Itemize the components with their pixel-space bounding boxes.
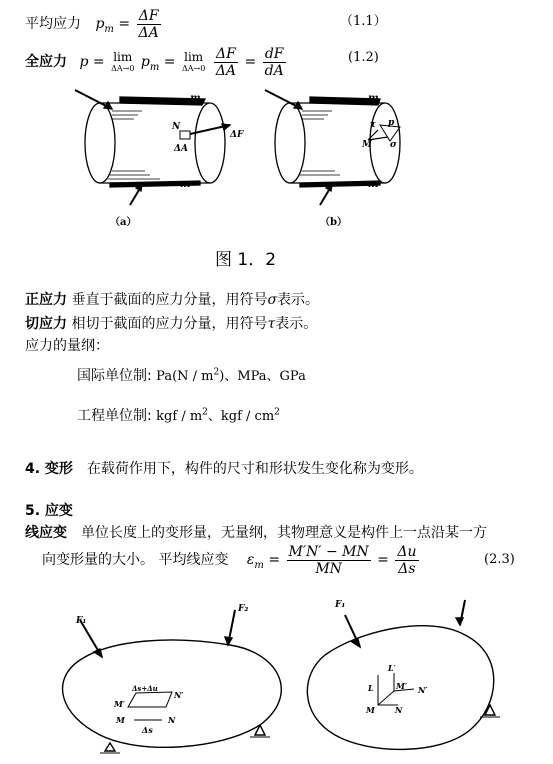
right-N: N bbox=[395, 705, 403, 715]
symbol-pm: $p_m$ bbox=[140, 54, 160, 73]
equals-sign: = bbox=[92, 54, 110, 70]
b-label-M: M bbox=[362, 140, 372, 150]
normal-stress-def-end: 表示。 bbox=[277, 292, 320, 308]
deformation-line bbox=[25, 458, 423, 478]
figure-1-2 bbox=[50, 85, 410, 235]
normal-stress-def: 垂直于截面的应力分量，用符号 bbox=[67, 292, 268, 308]
fraction: $\frac{dF}{dA}$ bbox=[264, 45, 284, 79]
eng-units bbox=[77, 405, 280, 425]
b-label-p: p bbox=[388, 118, 395, 128]
equals-sign: = bbox=[163, 54, 180, 70]
symbol-p: p bbox=[79, 54, 89, 70]
linear-strain-def-cont: 向变形量的大小。 平均线应变 bbox=[42, 552, 229, 568]
a-label-dF: ΔF bbox=[230, 130, 244, 140]
right-L-prime: L′ bbox=[388, 663, 396, 673]
cylinder-b bbox=[265, 90, 400, 205]
eq-1-1-lhs: $p_m$ bbox=[95, 16, 114, 35]
strain-figure bbox=[50, 595, 530, 760]
limit: lim ΔA→0 bbox=[181, 50, 206, 73]
left-seg-top: Δs+Δu bbox=[132, 684, 158, 693]
a-label-N: N bbox=[172, 122, 181, 132]
left-F1: F₁ bbox=[76, 616, 87, 626]
shear-stress-line bbox=[25, 313, 317, 333]
fraction: $\frac{M'N' - MN}{MN}$ bbox=[288, 543, 369, 577]
left-M-prime: M′ bbox=[114, 699, 125, 709]
deformation-def: 在载荷作用下，构件的尺寸和形状发生变化称为变形。 bbox=[86, 461, 423, 477]
right-F1: F₁ bbox=[335, 600, 346, 610]
left-N-prime: N′ bbox=[174, 690, 184, 700]
eq-1-2-label: 全应力 bbox=[25, 54, 67, 70]
eq-2-3-number: (2.3) bbox=[484, 552, 515, 567]
left-M: M bbox=[116, 715, 125, 725]
figure-title: 图 1．2 bbox=[215, 250, 277, 270]
body-right bbox=[307, 600, 500, 749]
si-units-label: 国际单位制: bbox=[77, 368, 157, 384]
linear-strain-def: 单位长度上的变形量，无量纲，其物理意义是构件上一点沿某一方 bbox=[81, 525, 487, 541]
limit: lim ΔA→0 bbox=[111, 50, 135, 73]
deformation-term: 4. 变形 bbox=[25, 461, 73, 477]
a-m-top: m bbox=[190, 93, 201, 104]
b-m-bot: m bbox=[368, 179, 379, 190]
b-label-sigma: σ bbox=[390, 140, 397, 150]
eng-units-value: kgf / $m^2$、kgf / $cm^2$ bbox=[156, 407, 280, 424]
normal-stress-line bbox=[25, 289, 319, 309]
fraction: $\frac{\Delta F}{\Delta A}$ bbox=[215, 45, 237, 79]
a-caption: （a） bbox=[110, 217, 137, 228]
eq-1-2 bbox=[25, 42, 288, 82]
eq-1-1-number: （1.1） bbox=[340, 14, 387, 29]
left-ds: Δs bbox=[142, 725, 153, 735]
a-label-dA: ΔA bbox=[174, 144, 188, 154]
si-units bbox=[77, 365, 306, 385]
epsilon-m: $\varepsilon_m$ bbox=[246, 552, 264, 571]
linear-strain-line2 bbox=[42, 540, 421, 580]
linear-strain-term: 线应变 bbox=[25, 525, 67, 541]
dimension-line: 应力的量纲： bbox=[25, 338, 109, 354]
b-label-tau: τ bbox=[370, 120, 377, 130]
right-N-prime: N′ bbox=[418, 685, 428, 695]
body-left bbox=[63, 610, 282, 753]
fraction: $\frac{\Delta u}{\Delta s}$ bbox=[397, 543, 417, 577]
equals-sign: = bbox=[377, 552, 394, 568]
shear-stress-def: 相切于截面的应力分量，用符号 bbox=[67, 316, 268, 332]
si-units-value: $Pa(N / m^2)$、MPa、GPa bbox=[156, 367, 306, 384]
eq-1-1-label: 平均应力 bbox=[25, 16, 81, 32]
equals-sign: = bbox=[118, 16, 135, 32]
left-N: N bbox=[168, 715, 176, 725]
tau-symbol: τ bbox=[267, 316, 276, 332]
a-m-bot: m bbox=[180, 179, 191, 190]
strain-heading: 5. 应变 bbox=[25, 503, 73, 519]
cylinder-a bbox=[75, 90, 230, 205]
b-m-top: m bbox=[368, 93, 379, 104]
eq-1-2-number: (1.2) bbox=[348, 50, 379, 65]
shear-stress-def-end: 表示。 bbox=[275, 316, 318, 332]
b-caption: （b） bbox=[320, 217, 347, 228]
right-M-prime: M′ bbox=[396, 681, 407, 691]
normal-stress-term: 正应力 bbox=[25, 292, 67, 308]
fraction: $\frac{\Delta F}{\Delta A}$ bbox=[138, 7, 159, 41]
left-F2: F₂ bbox=[238, 604, 249, 614]
equals-sign: = bbox=[268, 552, 285, 568]
right-L: L bbox=[368, 683, 374, 693]
eq-1-1 bbox=[25, 6, 163, 42]
sigma-symbol: σ bbox=[267, 292, 278, 308]
eng-units-label: 工程单位制: bbox=[77, 408, 157, 424]
linear-strain-line1 bbox=[25, 522, 487, 542]
right-M: M bbox=[366, 705, 375, 715]
shear-stress-term: 切应力 bbox=[25, 316, 67, 332]
equals-sign: = bbox=[244, 54, 261, 70]
